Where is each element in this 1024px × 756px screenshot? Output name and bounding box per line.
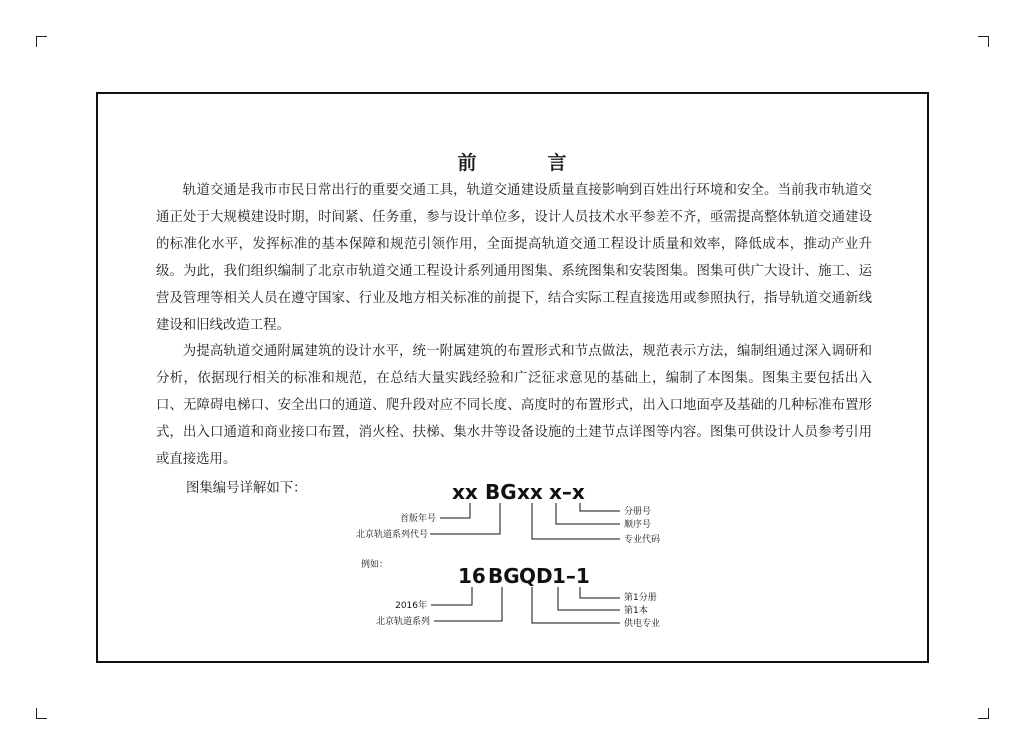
example-label-item: 供电专业: [624, 619, 661, 629]
page-title: 前 言: [457, 152, 593, 174]
scheme-code-part: BG: [485, 480, 517, 504]
scheme-label: 分册号: [624, 507, 652, 517]
paragraph: 为提高轨道交通附属建筑的设计水平，统一附属建筑的布置形式和节点做法，规范表示方法，编制组通过深入调研和分析，依据现行相关的标准和规范，在总结大量实践经验和广泛征求意见的基础上，编制了本图集。图集主要包括出入口、无障碍电梯口、安全出口的通道、爬升段对应不同长度、高度时的布置形式，出入口地面亭及基础的几种标准布置形式，出入口通道和商业接口布置，消火栓、扶梯、集水井等设备设施的土建节点详图等内容。图集可供设计人员参考引用或直接选用。: [156, 344, 872, 468]
scheme-code-part: xx: [452, 480, 478, 504]
scheme-label: 北京轨道系列代号: [355, 530, 428, 540]
scheme-code-part: xx: [517, 480, 543, 504]
example-label-item: 第1本: [624, 606, 648, 616]
example-label-item: 2016年: [395, 601, 427, 611]
example-label-item: 北京轨道系列: [375, 617, 430, 627]
numbering-intro: 图集编号详解如下：: [186, 481, 307, 496]
example-code-part: QD: [519, 564, 553, 588]
paragraph: 轨道交通是我市市民日常出行的重要交通工具，轨道交通建设质量直接影响到百姓出行环境和安全。当前我市轨道交通正处于大规模建设时期，时间紧、任务重，参与设计单位多，设计人员技术水平参差不齐，亟需提高整体轨道交通建设的标准化水平，发挥标准的基本保障和规范引领作用，全面提高轨道交通工程设计质量和效率，降低成本，推动产业升级。为此，我们组织编制了北京市轨道交通工程设计系列通用图集、系统图集和安装图集。图集可供广大设计、施工、运营及管理等相关人员在遵守国家、行业及地方相关标准的前提下，结合实际工程直接选用或参照执行，指导轨道交通新线建设和旧线改造工程。: [156, 183, 872, 333]
example-code-part: BG: [488, 564, 520, 588]
example-code-part: 16: [458, 564, 486, 588]
scheme-label: 首版年号: [399, 514, 436, 524]
scheme-code-part: x–x: [549, 480, 585, 504]
scheme-leader-lines: [430, 503, 620, 539]
example-label-item: 第1分册: [624, 593, 657, 603]
example-label: 例如：: [361, 560, 389, 570]
example-code-part: 1–1: [552, 564, 590, 588]
example-leader-lines: [431, 587, 620, 623]
scheme-label: 顺序号: [624, 520, 652, 530]
scheme-label: 专业代码: [624, 535, 661, 545]
